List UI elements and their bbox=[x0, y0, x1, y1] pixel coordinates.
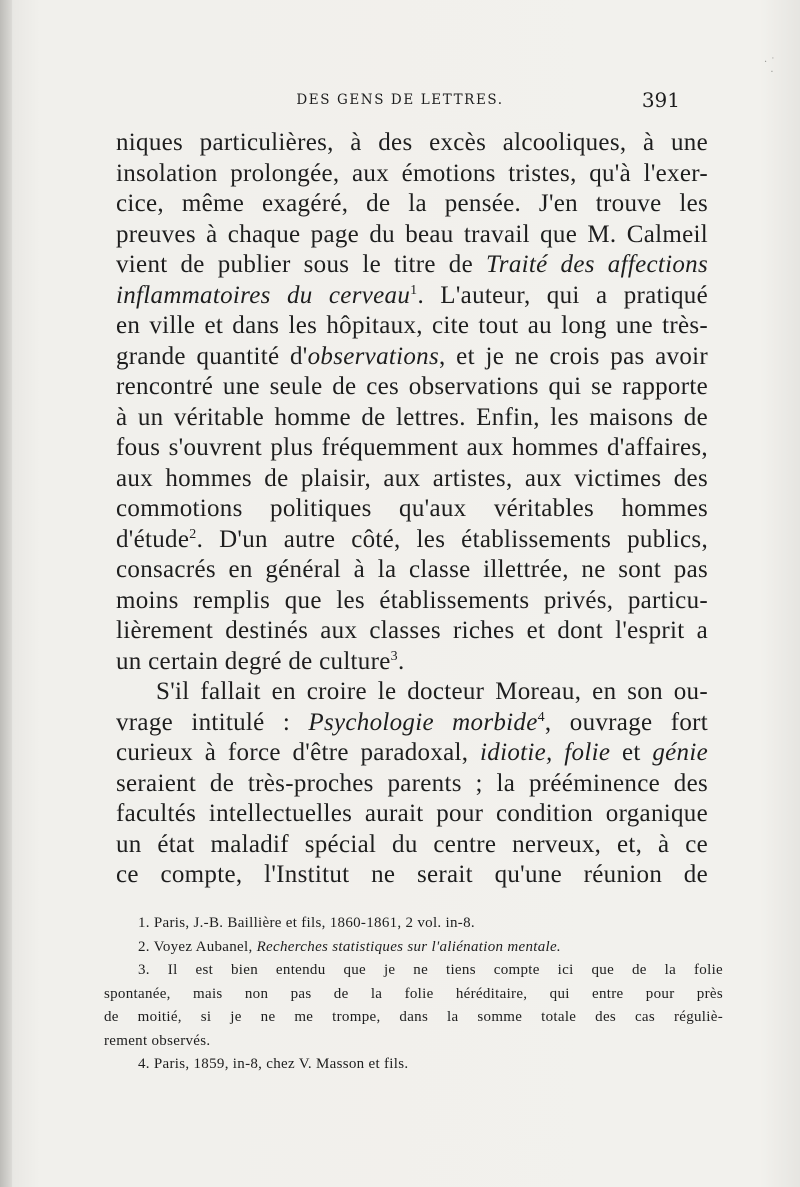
footnote-3-cont: de moitié, si je ne me trompe, dans la somme totale des cas réguliè- bbox=[104, 1009, 723, 1025]
text-line: rencontré une seule de ces observations qui se rapporte bbox=[116, 373, 708, 400]
footnote-ref: 2 bbox=[189, 526, 197, 542]
footnote-3-cont: rement observés. bbox=[104, 1032, 211, 1049]
text-line: preuves à chaque page du beau travail que M. Calmeil bbox=[116, 220, 708, 248]
text-line bbox=[116, 708, 708, 739]
text-line: moins remplis que les établissements privés, particu- bbox=[116, 586, 708, 614]
emphasis-italic: génie bbox=[652, 739, 708, 766]
text-run: 2. Voyez Aubanel, bbox=[138, 938, 257, 955]
text-run: . D'un autre côté, les établissements publics, bbox=[196, 525, 708, 553]
text-line bbox=[116, 525, 708, 556]
footnote-ref: 4 bbox=[537, 709, 545, 725]
running-title: DES GENS DE LETTRES. bbox=[296, 92, 504, 108]
emphasis-italic: observations bbox=[307, 342, 439, 370]
text-line: commotions politiques qu'aux véritables hommes bbox=[116, 495, 708, 522]
text-line: facultés intellectuelles aurait pour condition organique bbox=[116, 800, 708, 827]
footnote-4: 4. Paris, 1859, in-8, chez V. Masson et fils. bbox=[138, 1056, 409, 1072]
text-line: cice, même exagéré, de la pensée. J'en trouve les bbox=[116, 190, 708, 217]
text-run: . bbox=[397, 647, 405, 675]
text-run: et bbox=[610, 739, 653, 766]
footnote-ref: 1 bbox=[410, 282, 418, 298]
text-line: en ville et dans les hôpitaux, cite tout au long une très- bbox=[116, 312, 708, 339]
footnotes bbox=[104, 912, 723, 1077]
footnote-ref: 3 bbox=[390, 648, 398, 664]
text-line: aux hommes de plaisir, aux artistes, aux victimes des bbox=[116, 464, 708, 492]
text-line bbox=[116, 250, 708, 281]
text-run: un certain degré de culture bbox=[116, 647, 391, 675]
text-line: un état maladif spécial du centre nerveux, et, à ce bbox=[116, 830, 708, 858]
footnote-3: 3. Il est bien entendu que je ne tiens compte ici que de la folie bbox=[138, 962, 723, 978]
book-title-italic: inflammatoires du cerveau bbox=[116, 281, 411, 309]
book-title-italic: Recherches statistiques sur l'aliénation mentale. bbox=[256, 938, 561, 955]
text-line bbox=[116, 281, 708, 312]
text-line: ce compte, l'Institut ne serait qu'une réunion de bbox=[116, 861, 708, 888]
page-gutter bbox=[0, 0, 12, 1187]
text-line: insolation prolongée, aux émotions tristes, qu'à l'exer- bbox=[116, 159, 708, 187]
paper-speck: · ˙ · bbox=[764, 57, 776, 78]
text-line: niques particulières, à des excès alcooliques, à une bbox=[116, 129, 708, 156]
text-run: , ouvrage fort bbox=[544, 708, 708, 736]
main-text bbox=[116, 128, 708, 891]
footnote-2 bbox=[138, 936, 723, 960]
text-line: fous s'ouvrent plus fréquemment aux hommes d'affaires, bbox=[116, 434, 708, 461]
book-title-italic: Psychologie morbide bbox=[308, 708, 538, 736]
footnote-3-cont: spontanée, mais non pas de la folie héréditaire, qui entre pour près bbox=[104, 985, 723, 1002]
footnote-1: 1. Paris, J.-B. Baillière et fils, 1860-1861, 2 vol. in-8. bbox=[138, 915, 475, 931]
text-run: curieux à force d'être paradoxal, bbox=[116, 739, 481, 766]
book-title-italic: Traité des affections bbox=[485, 251, 708, 278]
text-line: S'il fallait en croire le docteur Moreau, en son ou- bbox=[156, 678, 708, 705]
text-line: lièrement destinés aux classes riches et dont l'esprit a bbox=[116, 617, 708, 644]
text-line: seraient de très-proches parents ; la prééminence des bbox=[116, 769, 708, 797]
emphasis-italic: idiotie, folie bbox=[480, 739, 611, 766]
text-line bbox=[116, 738, 708, 769]
text-line bbox=[116, 647, 708, 678]
text-line: à un véritable homme de lettres. Enfin, les maisons de bbox=[116, 403, 708, 431]
text-run: vient de publier sous le titre de bbox=[116, 251, 486, 278]
text-run: grande quantité d' bbox=[116, 342, 308, 370]
text-run: , et je ne crois pas avoir bbox=[439, 342, 708, 370]
text-run: d'étude bbox=[116, 525, 190, 553]
text-run: vrage intitulé : bbox=[116, 708, 309, 736]
text-run: . L'auteur, qui a pratiqué bbox=[417, 281, 708, 309]
page-number: 391 bbox=[641, 88, 680, 112]
text-line bbox=[116, 342, 708, 373]
page-header bbox=[120, 88, 680, 116]
text-line: consacrés en général à la classe illettrée, ne sont pas bbox=[116, 556, 708, 583]
